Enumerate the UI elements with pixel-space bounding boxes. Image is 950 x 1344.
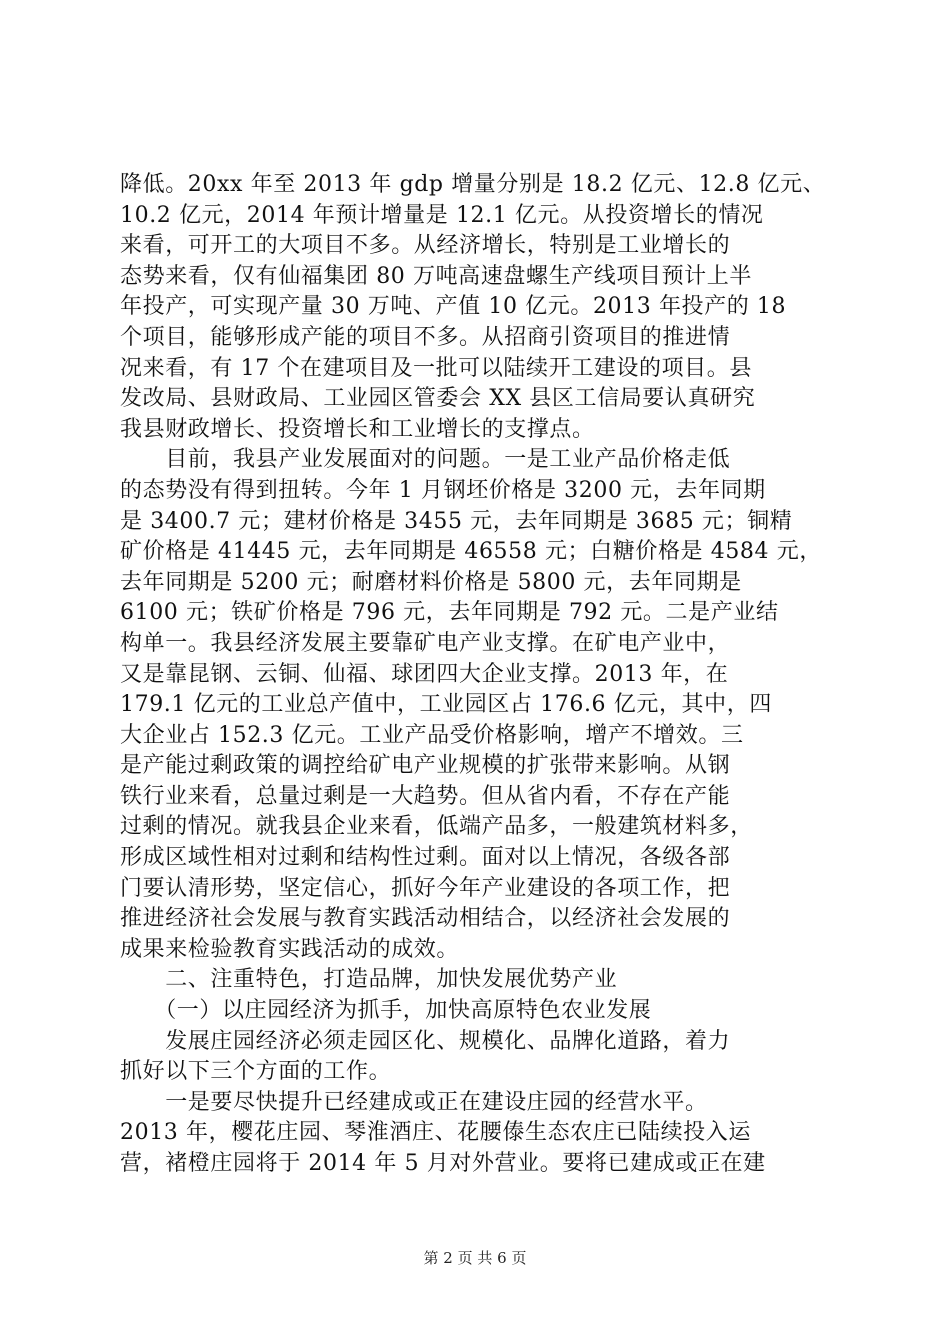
text-line: 个项目，能够形成产能的项目不多。从招商引资项目的推进情 [120, 324, 731, 350]
text-line: 降低。20xx 年至 2013 年 gdp 增量分别是 18.2 亿元、12.8 亿元、 [120, 172, 826, 197]
text-line: 年投产，可实现产量 30 万吨、产值 10 亿元。2013 年投产的 18 [120, 294, 787, 320]
text-line: 抓好以下三个方面的工作。 [120, 1059, 392, 1085]
text-line: 过剩的情况。就我县企业来看，低端产品多，一般建筑材料多， [120, 814, 753, 840]
text-line: 来看，可开工的大项目不多。从经济增长，特别是工业增长的 [120, 233, 731, 259]
text-line: 门要认清形势，坚定信心，抓好今年产业建设的各项工作，把 [120, 875, 731, 901]
text-line: 构单一。我县经济发展主要靠矿电产业支撑。在矿电产业中， [120, 630, 731, 656]
text-line: 铁行业来看，总量过剩是一大趋势。但从省内看，不存在产能 [120, 783, 731, 809]
text-line: 二、注重特色，打造品牌，加快发展优势产业 [120, 967, 618, 993]
text-line: 形成区域性相对过剩和结构性过剩。面对以上情况，各级各部 [120, 845, 731, 871]
text-line: 是 3400.7 元；建材价格是 3455 元，去年同期是 3685 元；铜精 [120, 508, 793, 534]
text-line: 况来看，有 17 个在建项目及一批可以陆续开工建设的项目。县 [120, 355, 752, 381]
body-text [120, 170, 840, 1180]
text-line: 179.1 亿元的工业总产值中，工业园区占 176.6 亿元，其中，四 [120, 692, 772, 718]
text-line: 一是要尽快提升已经建成或正在建设庄园的经营水平。 [120, 1089, 708, 1115]
text-line: 我县财政增长、投资增长和工业增长的支撑点。 [120, 416, 595, 442]
text-line: 矿价格是 41445 元，去年同期是 46558 元；白糖价格是 4584 元， [120, 539, 822, 565]
text-line: 2013 年，樱花庄园、琴淮酒庄、花腰傣生态农庄已陆续投入运 [120, 1120, 751, 1146]
text-line: 营，褚橙庄园将于 2014 年 5 月对外营业。要将已建成或正在建 [120, 1151, 766, 1176]
text-line: 又是靠昆钢、云铜、仙福、球团四大企业支撑。2013 年，在 [120, 661, 729, 687]
text-line: 目前，我县产业发展面对的问题。一是工业产品价格走低 [120, 447, 731, 473]
text-line: 发改局、县财政局、工业园区管委会 XX 县区工信局要认真研究 [120, 386, 756, 412]
text-line: 推进经济社会发展与教育实践活动相结合，以经济社会发展的 [120, 906, 731, 932]
text-line: 的态势没有得到扭转。今年 1 月钢坯价格是 3200 元，去年同期 [120, 477, 766, 503]
text-line: 是产能过剩政策的调控给矿电产业规模的扩张带来影响。从钢 [120, 753, 731, 779]
text-line: 6100 元；铁矿价格是 796 元，去年同期是 792 元。二是产业结 [120, 600, 779, 626]
text-line: 成果来检验教育实践活动的成效。 [120, 936, 460, 962]
text-line: （一）以庄园经济为抓手，加快高原特色农业发展 [120, 998, 652, 1024]
page-footer: 第 2 页 共 6 页 [423, 1249, 527, 1267]
text-line: 大企业占 152.3 亿元。工业产品受价格影响，增产不增效。三 [120, 722, 744, 748]
text-line: 10.2 亿元，2014 年预计增量是 12.1 亿元。从投资增长的情况 [120, 202, 764, 228]
text-line: 态势来看，仅有仙福集团 80 万吨高速盘螺生产线项目预计上半 [120, 263, 752, 289]
text-line: 发展庄园经济必须走园区化、规模化、品牌化道路，着力 [120, 1028, 731, 1054]
text-line: 去年同期是 5200 元；耐磨材料价格是 5800 元，去年同期是 [120, 569, 742, 595]
